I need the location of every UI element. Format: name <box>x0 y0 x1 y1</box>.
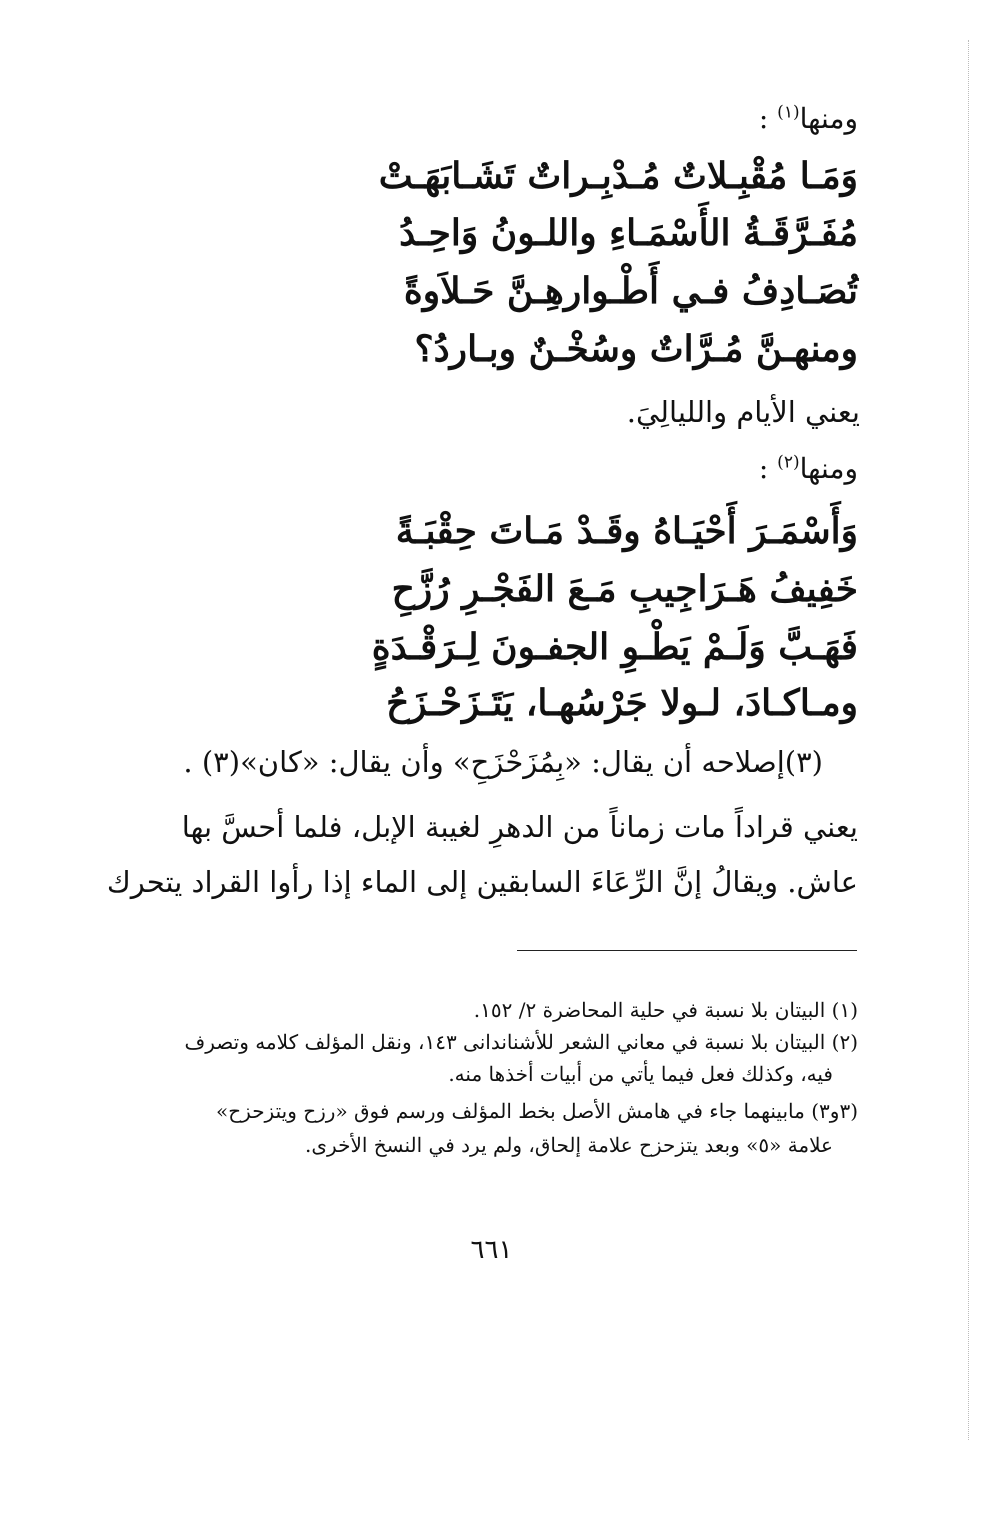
poem2-line-3: فَهَـبَّ وَلَـمْ يَطْـوِ الجفـونَ لِـرَقْـدَةٍ <box>371 626 858 668</box>
footnote-1: (١) البيتان بلا نسبة في حلية المحاضرة ٢/ ١٥٢. <box>473 998 858 1022</box>
intro-line-2 <box>759 452 858 485</box>
intro-line-1 <box>759 102 858 135</box>
poem2-line-4: ومـاكـادَ، لـولا جَرْسُهـا، يَتَـزَحْـزَحُ <box>386 682 858 724</box>
intro-colon: : <box>758 452 778 485</box>
poem2-line-2: خَفِيفُ هَـرَاجِيبِ مَـعَ الفَجْـرِ رُزَّحِ <box>391 568 858 610</box>
page-number: ٦٦١ <box>470 1235 513 1265</box>
footnote-2: (٢) البيتان بلا نسبة في معاني الشعر للأشناندانى ١٤٣، ونقل المؤلف كلامه وتصرف <box>184 1030 858 1054</box>
footnote-3-continued: علامة «٥» وبعد يتزحزح علامة إلحاق، ولم يرد في النسخ الأخرى. <box>305 1133 833 1157</box>
intro-text: ومنها <box>799 102 858 135</box>
footnote-3: (٣و٣) مابينهما جاء في هامش الأصل بخط المؤلف ورسم فوق «رزح ويتزحزح» <box>216 1099 858 1123</box>
meaning-line-1: يعني الأيام والليالِيَ. <box>626 395 860 429</box>
intro-colon: : <box>758 102 778 135</box>
footnote-separator <box>517 950 857 951</box>
intro-text: ومنها <box>799 452 858 485</box>
poem1-line-1: وَمَـا مُقْبِـلاتٌ مُـدْبِـراتٌ تَشَـابَهَـتْ <box>378 155 858 197</box>
poem1-line-4: ومنهـنَّ مُـرَّاتٌ وسُخْـنٌ وبـاردُ؟ <box>414 328 858 370</box>
prose-line-2: عاش. ويقالُ إنَّ الرِّعَاءَ السابقين إلى الماء إذا رأوا القراد يتحرك <box>106 865 858 899</box>
footnote-2-continued: فيه، وكذلك فعل فيما يأتي من أبيات أخذها منه. <box>448 1062 833 1086</box>
poem2-line-1: وَأَسْمَـرَ أَحْيَـاهُ وقَـدْ مَـاتَ حِقْبَـةً <box>395 510 858 552</box>
prose-line-1: يعني قراداً مات زماناً من الدهرِ لغيبة الإبل، فلما أحسَّ بها <box>181 810 858 844</box>
footnote-ref: (٢) <box>777 452 800 473</box>
scan-edge-line <box>968 40 969 1440</box>
poem1-line-3: تُصَـادِفُ فـي أَطْـوارهِـنَّ حَـلاَوةً <box>403 270 858 312</box>
footnote-ref: (١) <box>777 102 800 123</box>
poem1-line-2: مُفَـرَّقَـةُ الأَسْمَـاءِ واللـونُ وَاحِـدُ <box>399 212 858 254</box>
correction-note: (٣)إصلاحه أن يقال: «بِمُزَحْزَحِ» وأن يقال: «كان»(٣) . <box>183 745 823 779</box>
